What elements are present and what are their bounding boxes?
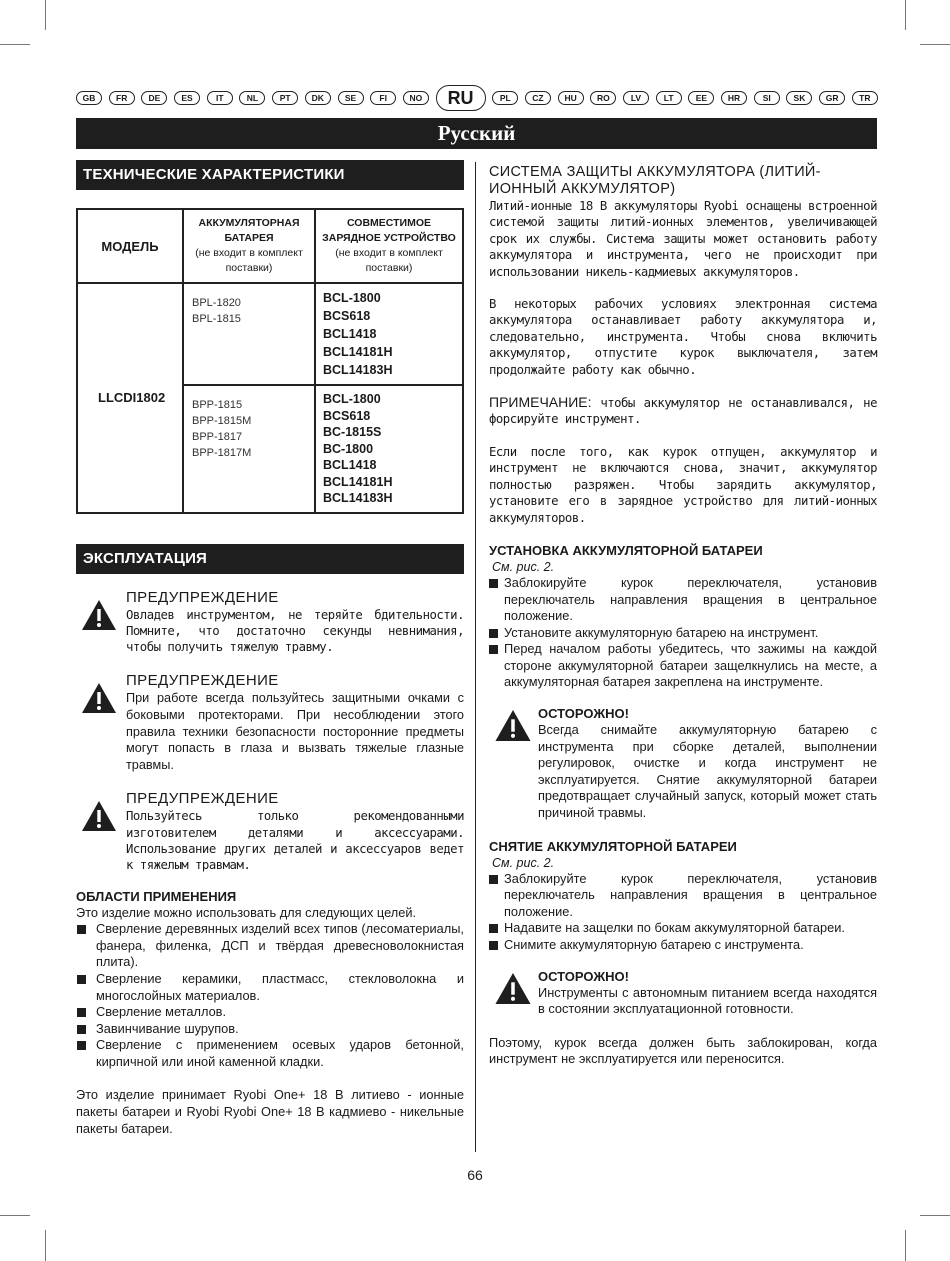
- caution-block: [489, 706, 877, 822]
- caution-block: [489, 969, 877, 1018]
- protection-heading: СИСТЕМА ЗАЩИТЫ АККУМУЛЯТОРА (ЛИТИЙ-ИОННЫЙ АККУМУЛЯТОР): [489, 164, 821, 197]
- warning-triangle-icon: [76, 589, 116, 656]
- warning-text: При работе всегда пользуйтесь защитными очками с боковыми протекторами. При несоблюдении этого правила техники безопасности посторонние предметы могут попасть в глаза и вызвать тяжелые глазные травмы.: [126, 691, 464, 772]
- charger-model: BCS618: [323, 408, 371, 423]
- col-battery-header: [183, 209, 315, 283]
- page-number: 66: [467, 1167, 483, 1183]
- language-pill: LV: [623, 91, 649, 105]
- charger-model: BCL1418: [323, 327, 377, 341]
- warning-triangle-icon: [76, 672, 116, 773]
- charger-model: BCL1418: [323, 458, 377, 472]
- language-pill: SK: [786, 91, 812, 105]
- language-pill: FR: [109, 91, 135, 105]
- warning-title: ПРЕДУПРЕЖДЕНИЕ: [126, 672, 279, 690]
- charger-model: BCL-1800: [323, 291, 381, 305]
- language-pill: GB: [76, 91, 102, 105]
- charger-list: [315, 385, 463, 513]
- list-item: Заблокируйте курок переключателя, установив переключатель направления вращения в центральное положение.: [489, 871, 877, 921]
- list-item: Сверление с применением осевых ударов бетонной, кирпичной или иной каменной кладки.: [76, 1037, 464, 1070]
- battery-model: BPL-1815: [192, 313, 241, 325]
- charger-model: BCS618: [323, 309, 371, 323]
- operation-heading: ЭКСПЛУАТАЦИЯ: [76, 544, 464, 574]
- protection-note: [489, 394, 877, 428]
- language-pill: LT: [656, 91, 682, 105]
- language-pill: SI: [754, 91, 780, 105]
- warning-title: ПРЕДУПРЕЖДЕНИЕ: [126, 790, 279, 808]
- install-steps: [489, 575, 877, 691]
- language-pill: PL: [492, 91, 518, 105]
- col-model-header: МОДЕЛЬ: [77, 209, 183, 283]
- list-item: Установите аккумуляторную батарею на инструмент.: [489, 625, 877, 642]
- list-item: Перед началом работы убедитесь, что зажимы на каждой стороне аккумуляторной батареи защелкнулись на месте, а аккумуляторная батарея закреплена на инструменте.: [489, 641, 877, 691]
- warning-block: [76, 790, 464, 873]
- applications-intro: Это изделие можно использовать для следующих целей.: [76, 904, 417, 920]
- language-pill: HU: [558, 91, 584, 105]
- charger-model: BC-1815S: [323, 425, 382, 439]
- charger-model: BCL14181H: [323, 474, 393, 489]
- note-text: чтобы аккумулятор не останавливался, не форсируйте инструмент.: [489, 396, 877, 427]
- col-battery-title: АККУМУЛЯТОРНАЯ БАТАРЕЯ: [198, 217, 300, 244]
- language-pill: TR: [852, 91, 878, 105]
- language-pill: EE: [688, 91, 714, 105]
- battery-model: BPL-1820: [192, 297, 241, 309]
- remove-steps: [489, 871, 877, 954]
- applications-list: [76, 921, 464, 1070]
- remove-heading: СНЯТИЕ АККУМУЛЯТОРНОЙ БАТАРЕИ: [489, 838, 737, 854]
- list-item: Сверление деревянных изделий всех типов (лесоматериалы, фанера, филенка, ДСП и твёрдая древесноволокнистая плита).: [76, 921, 464, 971]
- charger-model: BCL-1800: [323, 392, 381, 406]
- language-pill: DK: [305, 91, 331, 105]
- crop-mark: [920, 44, 950, 45]
- caution-title: ОСТОРОЖНО!: [538, 968, 629, 984]
- col-charger-header: [315, 209, 463, 283]
- batteries-note: Это изделие принимает Ryobi One+ 18 В литиево - ионные пакеты батареи и Ryobi Ryobi One+ 18 В кадмиево - никельные пакеты батареи.: [76, 1087, 464, 1136]
- language-pill-active: RU: [436, 85, 486, 111]
- warning-block: [76, 589, 464, 656]
- list-item: Сверление металлов.: [76, 1004, 464, 1021]
- list-item: Сверление керамики, пластмасс, стекловолокна и многослойных материалов.: [76, 971, 464, 1004]
- crop-mark: [905, 0, 906, 30]
- specs-heading: ТЕХНИЧЕСКИЕ ХАРАКТЕРИСТИКИ: [76, 160, 464, 190]
- crop-mark: [0, 1215, 30, 1216]
- figure-reference: См. рис. 2.: [492, 559, 555, 574]
- crop-mark: [920, 1215, 950, 1216]
- language-pill: NL: [239, 91, 265, 105]
- language-pill: PT: [272, 91, 298, 105]
- protection-paragraph: Если после того, как курок отпущен, аккумулятор и инструмент не включаются снова, значит, аккумулятор полностью разряжен. Чтобы зарядить аккумулятор, установите его в зарядное устройство для литий-ионных аккумуляторов.: [489, 444, 877, 525]
- page-title: Русский: [76, 118, 877, 149]
- figure-reference: См. рис. 2.: [492, 855, 555, 870]
- note-label: ПРИМЕЧАНИЕ:: [489, 394, 592, 411]
- warning-triangle-icon: [489, 969, 533, 1018]
- right-column: [489, 160, 877, 1068]
- charger-model: BCL14183H: [323, 363, 393, 377]
- list-item: Заблокируйте курок переключателя, установив переключатель направления вращения в центральное положение.: [489, 575, 877, 625]
- caution-title: ОСТОРОЖНО!: [538, 706, 629, 722]
- charger-model: BCL14183H: [323, 491, 393, 505]
- specs-table: [76, 208, 464, 514]
- battery-model: BPP-1815M: [192, 415, 252, 427]
- language-pill: DE: [141, 91, 167, 105]
- warning-title: ПРЕДУПРЕЖДЕНИЕ: [126, 588, 279, 606]
- warning-text: Пользуйтесь только рекомендованными изготовителем деталями и аксессуарами. Использование других деталей и аксессуаров ведет к тяжелым травмам.: [126, 809, 464, 873]
- list-item: Надавите на защелки по бокам аккумуляторной батареи.: [489, 920, 877, 937]
- crop-mark: [45, 0, 46, 30]
- battery-model: BPP-1817M: [192, 447, 252, 459]
- caution-text: Всегда снимайте аккумуляторную батарею с инструмента при сборке деталей, выполнении регулировок, очистке и когда инструмент не эксплуатируется. Снятие аккумуляторной батареи предотвращает случайный запуск, который может стать причиной травмы.: [538, 722, 877, 821]
- battery-model: BPP-1815: [192, 399, 243, 411]
- left-column: [76, 160, 464, 1137]
- warning-triangle-icon: [489, 706, 533, 822]
- language-pill: CZ: [525, 91, 551, 105]
- battery-model: BPP-1817: [192, 431, 243, 443]
- closing-paragraph: Поэтому, курок всегда должен быть заблокирован, когда инструмент не эксплуатируется или переносится.: [489, 1034, 877, 1067]
- charger-model: BC-1800: [323, 441, 374, 456]
- col-charger-title: СОВМЕСТИМОЕ ЗАРЯДНОЕ УСТРОЙСТВО: [322, 217, 456, 244]
- language-pill: IT: [207, 91, 233, 105]
- language-pill: ES: [174, 91, 200, 105]
- caution-text: Инструменты с автономным питанием всегда находятся в состоянии эксплуатационной готовности.: [538, 984, 877, 1017]
- language-pill: RO: [590, 91, 616, 105]
- protection-paragraph: В некоторых рабочих условиях электронная система аккумулятора останавливает работу аккумулятора и, следовательно, инструмента. Чтобы снова включить аккумулятор, отпустите курок выключателя, затем продолжайте работу как обычно.: [489, 297, 877, 377]
- list-item: Завинчивание шурупов.: [76, 1021, 464, 1038]
- battery-list: [183, 283, 315, 385]
- col-charger-note: (не входит в комплект поставки): [335, 247, 443, 274]
- applications-heading: ОБЛАСТИ ПРИМЕНЕНИЯ: [76, 888, 237, 904]
- language-selector: [76, 86, 878, 110]
- list-item: Снимите аккумуляторную батарею с инструмента.: [489, 937, 877, 954]
- crop-mark: [45, 1230, 46, 1261]
- col-battery-note: (не входит в комплект поставки): [195, 247, 303, 274]
- install-heading: УСТАНОВКА АККУМУЛЯТОРНОЙ БАТАРЕИ: [489, 542, 763, 558]
- battery-list: [183, 385, 315, 513]
- language-pill: FI: [370, 91, 396, 105]
- charger-model: BCL14181H: [323, 345, 393, 359]
- language-pill: GR: [819, 91, 845, 105]
- protection-paragraph: Литий-ионные 18 В аккумуляторы Ryobi оснащены встроенной системой защиты литий-ионных элементов, увеличивающей срок их службы. Система защиты может остановить работу аккумулятора и инструмента, чего не происходит при использовании никель-кадмиевых аккумуляторов.: [489, 199, 877, 279]
- warning-text: Овладев инструментом, не теряйте бдительности. Помните, что достаточно секунды невнимания, чтобы получить тяжелую травму.: [126, 607, 464, 655]
- crop-mark: [0, 44, 30, 45]
- column-divider: [475, 162, 476, 1152]
- language-pill: NO: [403, 91, 429, 105]
- model-cell: LLCDI1802: [77, 283, 183, 513]
- crop-mark: [905, 1230, 906, 1261]
- language-pill: SE: [338, 91, 364, 105]
- language-pill: HR: [721, 91, 747, 105]
- warning-triangle-icon: [76, 790, 116, 873]
- charger-list: [315, 283, 463, 385]
- warning-block: [76, 672, 464, 773]
